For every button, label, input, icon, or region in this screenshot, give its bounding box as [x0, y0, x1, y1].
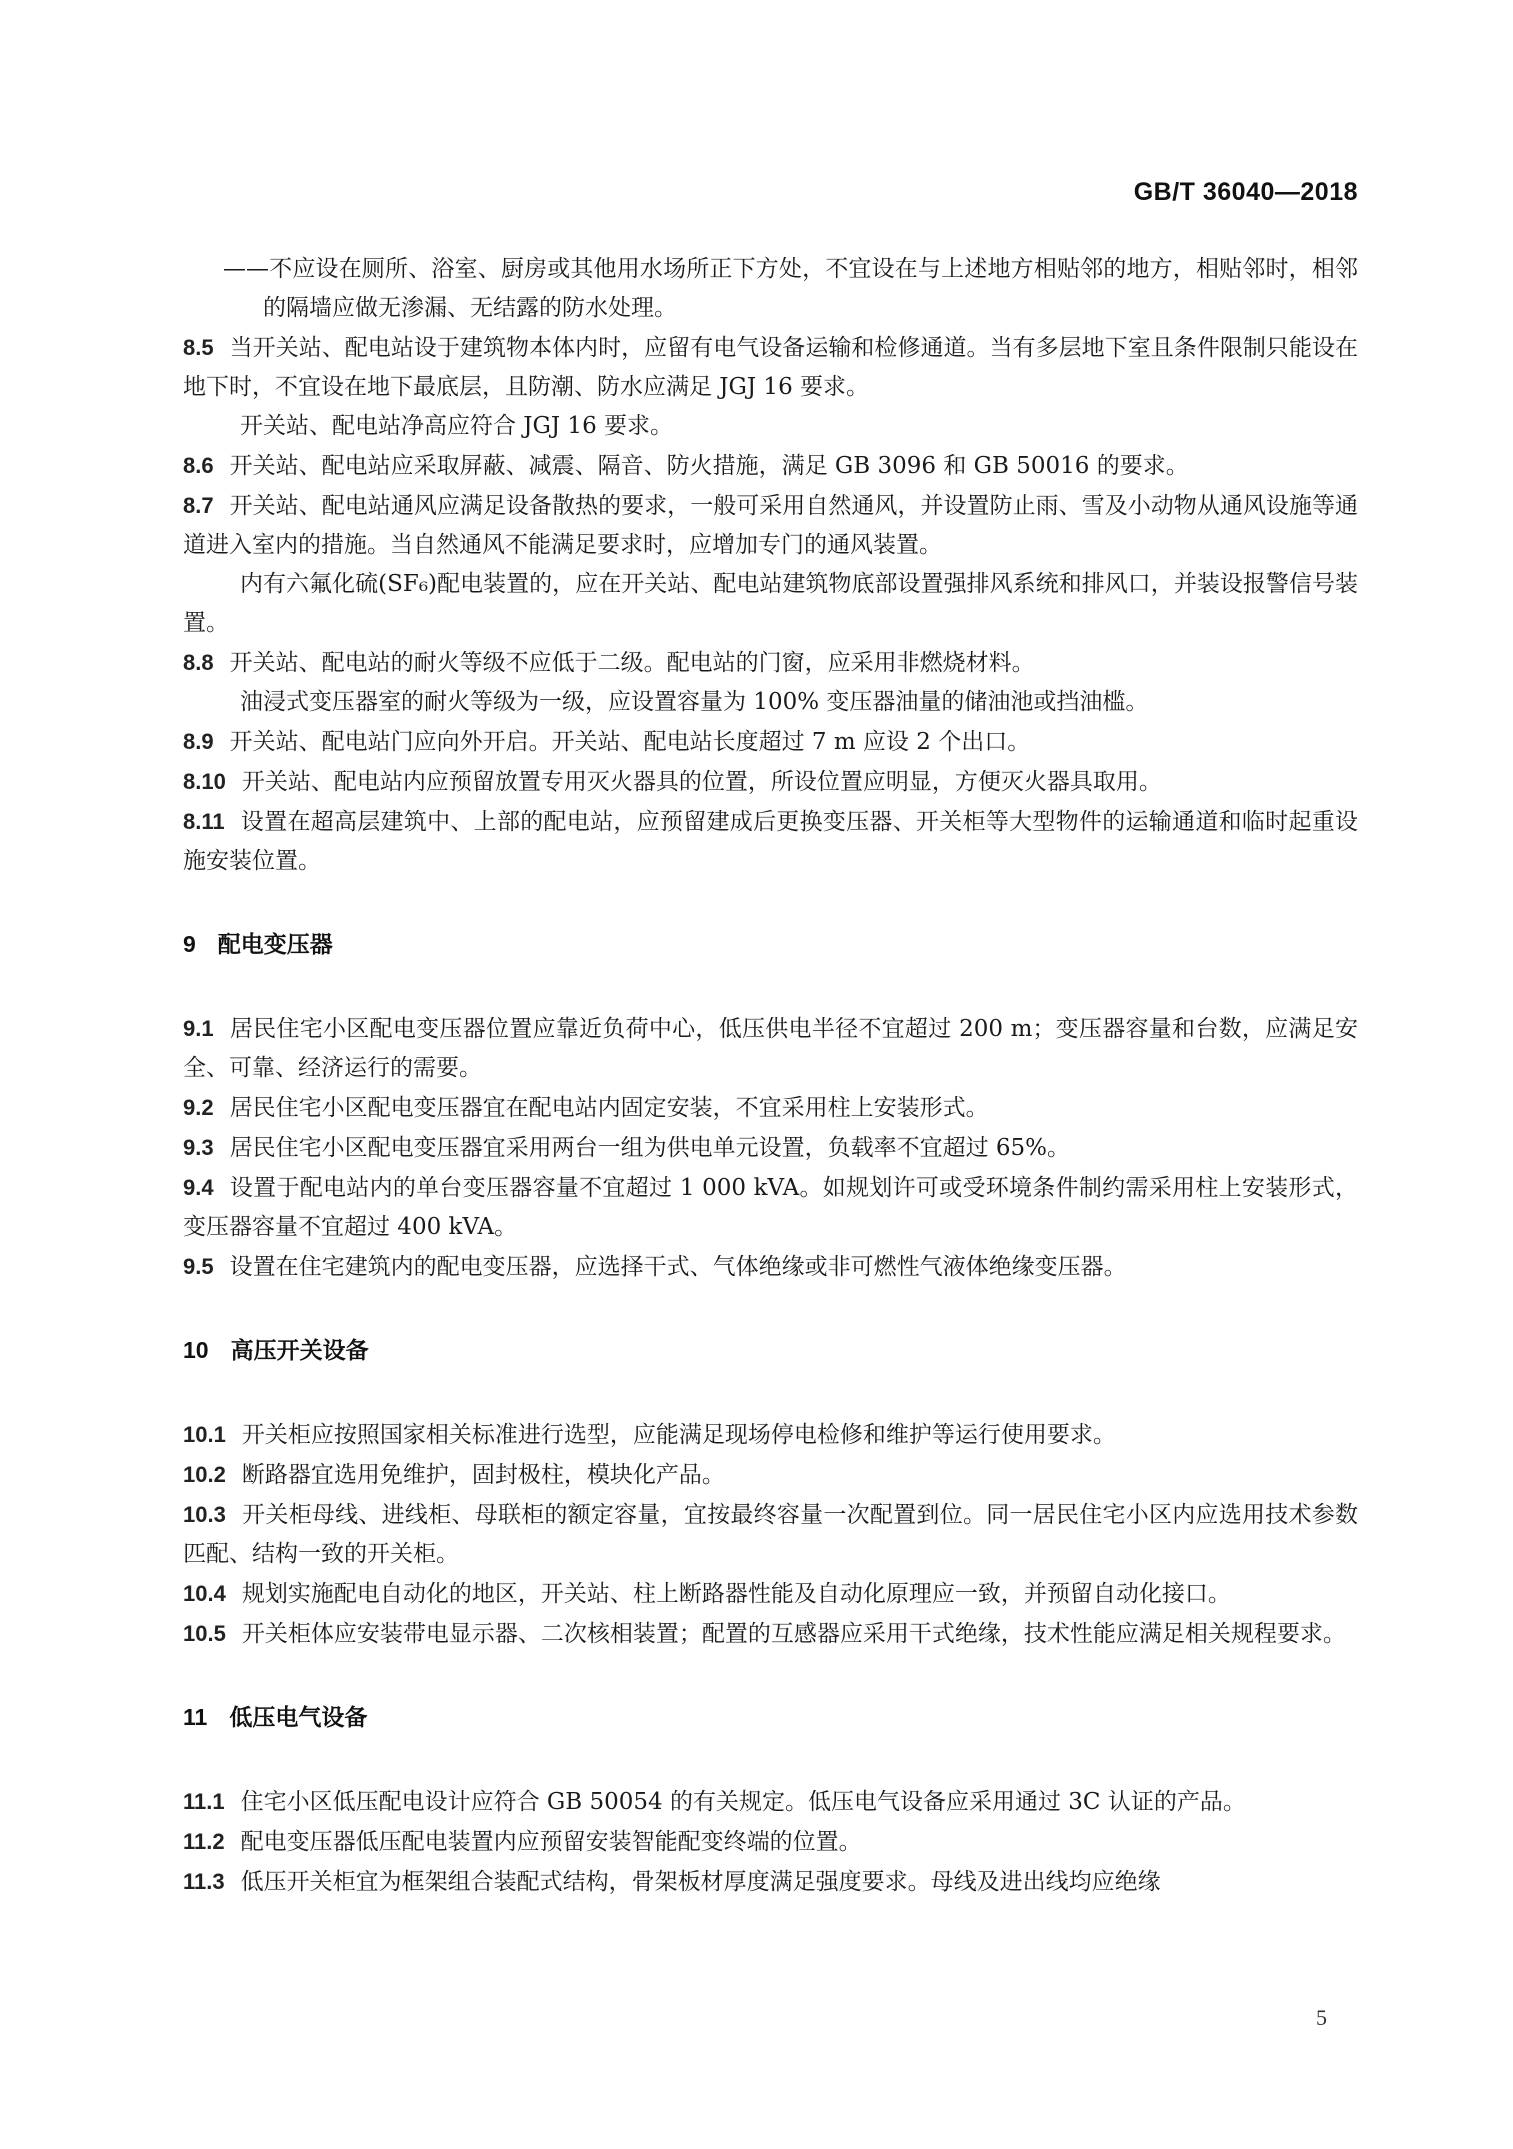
clause	[183, 643, 1358, 683]
clause-text: 开关站、配电站的耐火等级不应低于二级。配电站的门窗，应采用非燃烧材料。	[229, 650, 1035, 676]
clause-text: 规划实施配电自动化的地区，开关站、柱上断路器性能及自动化原理应一致，并预留自动化接口。	[241, 1581, 1231, 1607]
clause-text: 低压开关柜宜为框架组合装配式结构，骨架板材厚度满足强度要求。母线及进出线均应绝缘	[240, 1869, 1161, 1895]
clause-number: 11.3	[183, 1869, 225, 1894]
clause-number: 9.5	[183, 1254, 214, 1279]
clause	[183, 1614, 1358, 1654]
clause-number: 8.10	[183, 769, 226, 794]
standard-number: GB/T 36040—2018	[1133, 178, 1358, 206]
clause-number: 9.2	[183, 1095, 214, 1120]
document-body	[183, 250, 1358, 1902]
clause-paragraph	[183, 407, 1358, 446]
clause-text: ——不应设在厕所、浴室、厨房或其他用水场所正下方处，不宜设在与上述地方相贴邻的地方，相贴邻时，相邻的隔墙应做无渗漏、无结露的防水处理。	[223, 256, 1358, 321]
clause-text: 设置于配电站内的单台变压器容量不宜超过 1 000 kVA。如规划许可或受环境条件制约需采用柱上安装形式，变压器容量不宜超过 400 kVA。	[183, 1175, 1358, 1240]
clause	[183, 486, 1358, 565]
clause-text: 开关站、配电站应采取屏蔽、减震、隔音、防火措施，满足 GB 3096 和 GB 50016 的要求。	[229, 453, 1189, 479]
clause-number: 8.11	[183, 809, 225, 834]
clause-number: 10.5	[183, 1621, 226, 1646]
clause	[183, 722, 1358, 762]
clause-text: 设置在住宅建筑内的配电变压器，应选择干式、气体绝缘或非可燃性气液体绝缘变压器。	[229, 1254, 1127, 1280]
clause-number: 8.8	[183, 650, 214, 675]
clause-text: 开关站、配电站净高应符合 JGJ 16 要求。	[240, 413, 674, 439]
clause-text: 居民住宅小区配电变压器宜在配电站内固定安装，不宜采用柱上安装形式。	[229, 1095, 989, 1121]
section-title: 配电变压器	[217, 932, 333, 958]
clause-paragraph	[183, 683, 1358, 722]
clause	[183, 1415, 1358, 1455]
clause	[183, 802, 1358, 881]
clause-number: 8.7	[183, 493, 214, 518]
clause	[183, 1128, 1358, 1168]
clause-number: 10.3	[183, 1502, 226, 1527]
clause-text: 断路器宜选用免维护，固封极柱，模块化产品。	[241, 1462, 725, 1488]
list-item	[183, 250, 1358, 328]
section-title: 高压开关设备	[230, 1338, 369, 1364]
clause-number: 9.3	[183, 1135, 214, 1160]
clause-text: 当开关站、配电站设于建筑物本体内时，应留有电气设备运输和检修通道。当有多层地下室且条件限制只能设在地下时，不宜设在地下最底层，且防潮、防水应满足 JGJ 16 要求。	[183, 335, 1358, 400]
clause-text: 配电变压器低压配电装置内应预留安装智能配变终端的位置。	[240, 1829, 862, 1855]
clause-text: 开关柜应按照国家相关标准进行选型，应能满足现场停电检修和维护等运行使用要求。	[241, 1422, 1116, 1448]
section-number: 9	[183, 931, 196, 957]
clause	[183, 446, 1358, 486]
section-heading	[183, 1698, 1358, 1738]
clause-number: 8.5	[183, 335, 214, 360]
clause-text: 开关站、配电站通风应满足设备散热的要求，一般可采用自然通风，并设置防止雨、雪及小动物从通风设施等通道进入室内的措施。当自然通风不能满足要求时，应增加专门的通风装置。	[183, 493, 1358, 558]
clause	[183, 1455, 1358, 1495]
clause	[183, 762, 1358, 802]
clause	[183, 328, 1358, 407]
clause-text: 开关柜体应安装带电显示器、二次核相装置；配置的互感器应采用干式绝缘，技术性能应满足相关规程要求。	[241, 1621, 1346, 1647]
clause-number: 10.1	[183, 1422, 226, 1447]
clause-number: 10.4	[183, 1581, 226, 1606]
clause	[183, 1495, 1358, 1574]
clause-text: 居民住宅小区配电变压器位置应靠近负荷中心，低压供电半径不宜超过 200 m；变压器容量和台数，应满足安全、可靠、经济运行的需要。	[183, 1016, 1358, 1081]
section-number: 10	[183, 1337, 209, 1363]
clause	[183, 1088, 1358, 1128]
clause-number: 11.1	[183, 1789, 225, 1814]
clause-text: 内有六氟化硫(SF₆)配电装置的，应在开关站、配电站建筑物底部设置强排风系统和排风口，并装设报警信号装置。	[183, 571, 1358, 636]
clause-text: 居民住宅小区配电变压器宜采用两台一组为供电单元设置，负载率不宜超过 65%。	[229, 1135, 1071, 1161]
clause-number: 10.2	[183, 1462, 226, 1487]
section-title: 低压电气设备	[229, 1705, 368, 1731]
clause-text: 开关柜母线、进线柜、母联柜的额定容量，宜按最终容量一次配置到位。同一居民住宅小区内应选用技术参数匹配、结构一致的开关柜。	[183, 1502, 1358, 1567]
clause-number: 11.2	[183, 1829, 225, 1854]
clause	[183, 1009, 1358, 1088]
clause-number: 8.6	[183, 453, 214, 478]
clause-text: 设置在超高层建筑中、上部的配电站，应预留建成后更换变压器、开关柜等大型物件的运输通道和临时起重设施安装位置。	[183, 809, 1358, 874]
section-number: 11	[183, 1704, 208, 1730]
clause	[183, 1822, 1358, 1862]
clause-text: 油浸式变压器室的耐火等级为一级，应设置容量为 100% 变压器油量的储油池或挡油槛。	[240, 689, 1149, 715]
clause	[183, 1247, 1358, 1287]
clause-text: 开关站、配电站内应预留放置专用灭火器具的位置，所设位置应明显，方便灭火器具取用。	[241, 769, 1162, 795]
clause-number: 8.9	[183, 729, 214, 754]
page-number: 5	[1316, 2005, 1327, 2030]
clause	[183, 1862, 1358, 1902]
clause-paragraph	[183, 565, 1358, 643]
clause	[183, 1782, 1358, 1822]
clause-number: 9.4	[183, 1175, 214, 1200]
clause-number: 9.1	[183, 1016, 214, 1041]
clause	[183, 1574, 1358, 1614]
clause	[183, 1168, 1358, 1247]
section-heading	[183, 925, 1358, 965]
clause-text: 开关站、配电站门应向外开启。开关站、配电站长度超过 7 m 应设 2 个出口。	[229, 729, 1031, 755]
section-heading	[183, 1331, 1358, 1371]
clause-text: 住宅小区低压配电设计应符合 GB 50054 的有关规定。低压电气设备应采用通过 3C 认证的产品。	[240, 1789, 1246, 1815]
